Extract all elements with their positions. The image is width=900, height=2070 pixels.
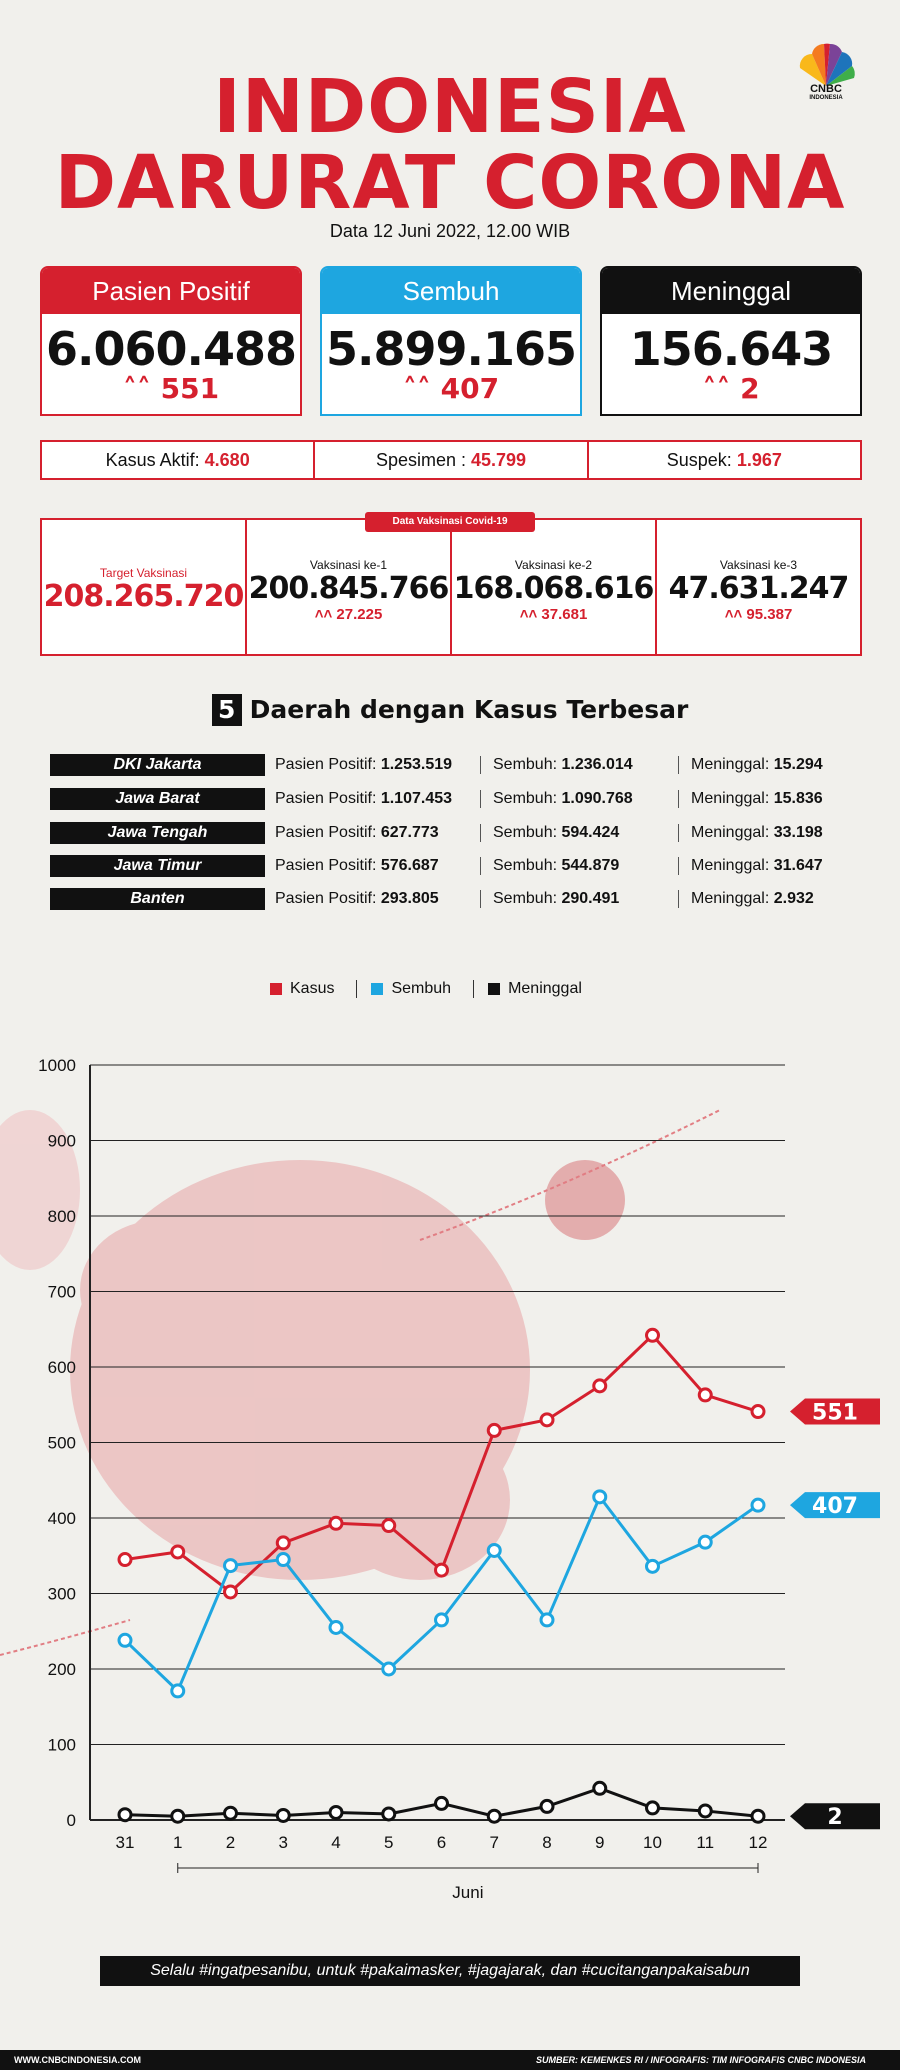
region-row <box>50 752 870 778</box>
x-tick-label: 1 <box>173 1833 183 1852</box>
region-name: DKI Jakarta <box>50 754 265 776</box>
double-chevron-up-icon: ˄˄ <box>519 606 538 623</box>
data-point <box>330 1806 342 1818</box>
data-point <box>647 1802 659 1814</box>
info-kasus-aktif: Kasus Aktif: 4.680 <box>42 442 315 478</box>
x-tick-label: 9 <box>595 1833 605 1852</box>
info-suspek: Suspek: 1.967 <box>666 450 782 470</box>
data-point <box>225 1807 237 1819</box>
region-name: Jawa Barat <box>50 788 265 810</box>
stat-value: 156.643 <box>629 322 833 376</box>
region-positif: Pasien Positif: 1.253.519 <box>275 756 453 773</box>
cnbc-logo-text: CNBC INDONESIA <box>809 83 843 101</box>
virus-illustration <box>0 1110 720 1655</box>
stat-delta: ˄˄ 551 <box>122 372 220 405</box>
data-point <box>330 1621 342 1633</box>
data-point <box>277 1554 289 1566</box>
line-chart <box>0 1040 900 1940</box>
region-sembuh: Sembuh: 594.424 <box>480 824 678 842</box>
double-chevron-up-icon: ˄˄ <box>122 372 151 405</box>
data-point <box>436 1564 448 1576</box>
vaccination-dose-2: Vaksinasi ke-2 168.068.616 ˄˄ 37.681 <box>452 520 657 654</box>
stat-label: Pasien Positif <box>42 268 300 314</box>
vaccination-target: Target Vaksinasi 208.265.720 <box>42 520 247 654</box>
stat-label: Meninggal <box>602 268 860 314</box>
x-axis-label: Juni <box>452 1883 484 1902</box>
data-point <box>436 1614 448 1626</box>
region-meninggal: Meninggal: 15.836 <box>678 790 823 808</box>
region-sembuh: Sembuh: 544.879 <box>480 857 678 875</box>
data-point <box>541 1414 553 1426</box>
data-point <box>172 1810 184 1822</box>
vaccination-dose-3: Vaksinasi ke-3 47.631.247 ˄˄ 95.387 <box>668 558 849 623</box>
x-tick-label: 5 <box>384 1833 394 1852</box>
info-spesimen: Spesimen : 45.799 <box>315 442 588 478</box>
page-title-line1: INDONESIA <box>213 64 687 150</box>
data-point <box>225 1560 237 1572</box>
regions-title: 5 Daerah dengan Kasus Terbesar <box>0 694 900 726</box>
x-tick-label: 12 <box>748 1833 768 1852</box>
vaccination-dose-1: Vaksinasi ke-1 200.845.766 ˄˄ 27.225 <box>247 520 452 654</box>
region-row <box>50 786 870 812</box>
data-point <box>541 1614 553 1626</box>
x-tick-label: 11 <box>696 1833 715 1852</box>
data-point <box>699 1389 711 1401</box>
end-label-value: 2 <box>827 1805 843 1831</box>
data-point <box>383 1663 395 1675</box>
region-sembuh: Sembuh: 290.491 <box>480 890 678 908</box>
data-point <box>699 1536 711 1548</box>
x-tick-label: 7 <box>489 1833 499 1852</box>
double-chevron-up-icon: ˄˄ <box>702 372 731 405</box>
legend-item-sembuh: Sembuh <box>371 980 451 998</box>
data-point <box>277 1809 289 1821</box>
data-point <box>277 1537 289 1549</box>
legend-item-meninggal: Meninggal <box>488 980 582 998</box>
data-point <box>594 1380 606 1392</box>
data-point <box>383 1808 395 1820</box>
data-point <box>330 1517 342 1529</box>
data-point <box>436 1797 448 1809</box>
data-point <box>172 1685 184 1697</box>
data-point <box>647 1329 659 1341</box>
x-tick-label: 10 <box>643 1833 662 1852</box>
x-tick-label: 31 <box>115 1833 135 1852</box>
region-sembuh: Sembuh: 1.090.768 <box>480 790 678 808</box>
y-tick-label: 600 <box>47 1358 76 1377</box>
data-point <box>488 1544 500 1556</box>
chart-legend <box>270 980 604 998</box>
data-point <box>541 1800 553 1812</box>
data-point <box>752 1406 764 1418</box>
stat-value: 5.899.165 <box>326 322 576 376</box>
data-point <box>119 1554 131 1566</box>
region-positif: Pasien Positif: 1.107.453 <box>275 790 453 807</box>
info-bar <box>40 440 862 480</box>
region-row <box>50 853 870 879</box>
double-chevron-up-icon: ˄˄ <box>314 606 333 623</box>
region-meninggal: Meninggal: 31.647 <box>678 857 823 875</box>
region-row <box>50 886 870 912</box>
stat-value: 6.060.488 <box>46 322 296 376</box>
region-meninggal: Meninggal: 15.294 <box>678 756 823 774</box>
data-point <box>594 1491 606 1503</box>
y-tick-label: 800 <box>47 1207 76 1226</box>
legend-item-kasus: Kasus <box>270 980 334 998</box>
double-chevron-up-icon: ˄˄ <box>724 606 743 623</box>
stat-delta: ˄˄ 2 <box>702 372 760 405</box>
y-tick-label: 500 <box>47 1433 76 1453</box>
stat-box-meninggal <box>600 266 862 416</box>
x-tick-label: 8 <box>542 1833 552 1852</box>
region-meninggal: Meninggal: 33.198 <box>678 824 823 842</box>
y-tick-label: 300 <box>47 1584 76 1604</box>
stat-box-sembuh <box>320 266 582 416</box>
x-tick-label: 6 <box>436 1833 447 1852</box>
stat-box-positif <box>40 266 302 416</box>
data-point <box>752 1499 764 1511</box>
y-tick-label: 700 <box>47 1282 76 1302</box>
y-tick-label: 1000 <box>38 1056 76 1075</box>
x-tick-label: 4 <box>331 1833 341 1852</box>
region-row <box>50 820 870 846</box>
data-point <box>647 1560 659 1572</box>
x-tick-label: 3 <box>278 1833 288 1852</box>
y-tick-label: 400 <box>47 1509 76 1528</box>
region-name: Jawa Timur <box>50 855 265 877</box>
data-point <box>699 1805 711 1817</box>
stat-label: Sembuh <box>322 268 580 314</box>
end-label-value: 551 <box>812 1400 858 1426</box>
footer-bar <box>0 2050 900 2070</box>
stat-delta: ˄˄ 407 <box>402 372 500 405</box>
data-point <box>119 1809 131 1821</box>
region-name: Jawa Tengah <box>50 822 265 844</box>
data-point <box>594 1782 606 1794</box>
y-tick-label: 100 <box>47 1735 76 1755</box>
source-credit: SUMBER: KEMENKES RI / INFOGRAFIS: TIM INFOGRAFIS CNBC INDONESIA <box>535 2055 866 2065</box>
tagline: Selalu #ingatpesanibu, untuk #pakaimasker, #jagajarak, dan #cucitanganpakaisabun <box>100 1956 800 1986</box>
data-point <box>752 1810 764 1822</box>
region-meninggal: Meninggal: 2.932 <box>678 890 814 908</box>
data-point <box>488 1810 500 1822</box>
region-positif: Pasien Positif: 627.773 <box>275 824 439 841</box>
region-name: Banten <box>50 888 265 910</box>
x-tick-label: 2 <box>225 1833 236 1852</box>
y-tick-label: 900 <box>47 1131 76 1151</box>
region-positif: Pasien Positif: 293.805 <box>275 890 439 907</box>
end-label-value: 407 <box>812 1494 858 1520</box>
data-point <box>172 1546 184 1558</box>
data-point <box>383 1520 395 1532</box>
data-point <box>119 1634 131 1646</box>
vaccination-panel <box>40 518 862 656</box>
site-url: WWW.CNBCINDONESIA.COM <box>14 2055 141 2065</box>
y-tick-label: 0 <box>66 1811 76 1830</box>
data-date: Data 12 Juni 2022, 12.00 WIB <box>329 221 571 241</box>
vaccination-title: Data Vaksinasi Covid-19 <box>365 512 535 532</box>
region-sembuh: Sembuh: 1.236.014 <box>480 756 678 774</box>
double-chevron-up-icon: ˄˄ <box>402 372 431 405</box>
y-tick-label: 200 <box>47 1660 76 1679</box>
data-point <box>225 1586 237 1598</box>
region-positif: Pasien Positif: 576.687 <box>275 857 439 874</box>
data-point <box>488 1424 500 1436</box>
page-title-line2: DARURAT CORONA <box>54 140 846 226</box>
